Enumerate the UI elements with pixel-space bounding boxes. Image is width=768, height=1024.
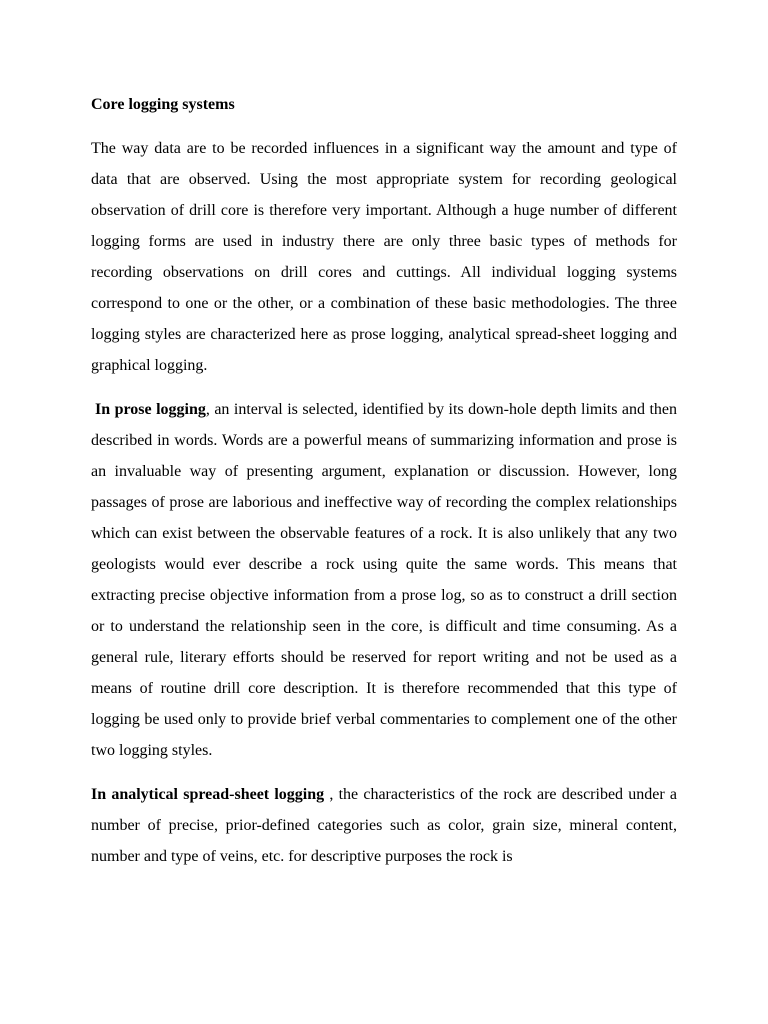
paragraph-intro: [91, 133, 677, 381]
paragraph-intro-text: The way data are to be recorded influences in a significant way the amount and type of data that are observed. Using the most appropriate system for recording geological observation of drill core is therefore very important. Although a huge number of different logging forms are used in industry there are only three basic types of methods for recording observations on drill cores and cuttings. All individual logging systems correspond to one or the other, or a combination of these basic methodologies. The three logging styles are characterized here as prose logging, analytical spread-sheet logging and graphical logging.: [91, 140, 677, 374]
spreadsheet-logging-lead: In analytical spread-sheet logging: [91, 786, 325, 803]
document-title: Core logging systems: [91, 96, 235, 113]
document-page: [91, 94, 677, 885]
paragraph-spreadsheet-logging: [91, 779, 677, 872]
paragraph-prose-logging: [91, 394, 677, 766]
prose-logging-lead: In prose logging: [95, 401, 206, 418]
prose-logging-text: , an interval is selected, identified by its down-hole depth limits and then described in words. Words are a powerful means of summarizing information and prose is an invaluable way of presenting argument, explanation or discussion. However, long passages of prose are laborious and ineffective way of recording the complex relationships which can exist between the observable features of a rock. It is also unlikely that any two geologists would ever describe a rock using quite the same words. This means that extracting precise objective information from a prose log, so as to construct a drill section or to understand the relationship seen in the core, is difficult and time consuming. As a general rule, literary efforts should be reserved for report writing and not be used as a means of routine drill core description. It is therefore recommended that this type of logging be used only to provide brief verbal commentaries to complement one of the other two logging styles.: [91, 401, 678, 759]
spreadsheet-logging-text: , the characteristics of the rock are described under a number of precise, prior-defined categories such as color, grain size, mineral content, number and type of veins, etc. for descriptive purposes the rock is: [91, 786, 678, 865]
